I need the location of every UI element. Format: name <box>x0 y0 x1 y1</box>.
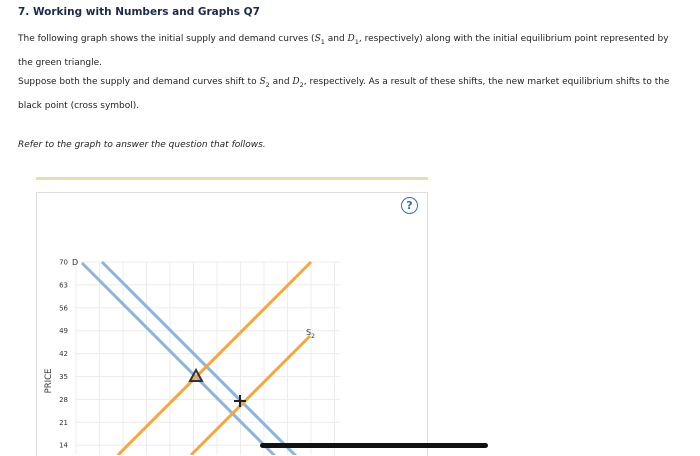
y-tick-label: 70 <box>59 258 68 267</box>
shift-and: and <box>269 77 293 87</box>
shift-text-end: , respectively. As a result of these shifts, the new market equilibrium shifts to the black point (cross symbol). <box>18 77 670 111</box>
y-tick-label: 14 <box>59 441 68 450</box>
supply2-subscript: 2 <box>265 80 270 89</box>
y-tick-label: 49 <box>59 327 68 336</box>
intro-text-start: The following graph shows the initial supply and demand curves ( <box>18 34 315 44</box>
question-title: 7. Working with Numbers and Graphs Q7 <box>18 6 260 18</box>
y-axis-ticks <box>59 259 68 450</box>
supply-symbol: S <box>314 34 321 44</box>
supply2-symbol: S <box>259 77 266 87</box>
demand-curve-d2 <box>82 263 275 455</box>
demand-curve-label: D <box>72 258 79 267</box>
y-tick-label: 63 <box>59 281 68 290</box>
y-tick-label: 35 <box>59 373 68 381</box>
demand-symbol: D <box>347 34 355 44</box>
demand-curve-d1 <box>102 262 300 455</box>
graph-grid <box>76 262 340 455</box>
supply2-label-sub: 2 <box>311 333 315 340</box>
shift-text-start: Suppose both the supply and demand curves shift to <box>18 77 260 87</box>
supply2-label-main: S <box>306 328 312 337</box>
y-axis-label: PRICE <box>44 368 54 394</box>
y-tick-label: 56 <box>59 304 68 313</box>
y-tick-label: 28 <box>59 395 68 404</box>
graph-curves <box>82 262 311 455</box>
y-tick-label: 42 <box>59 350 68 359</box>
horizontal-scrollbar[interactable] <box>260 443 488 448</box>
intro-and: and <box>324 34 348 44</box>
help-icon[interactable]: ? <box>401 197 418 214</box>
y-tick-label: 21 <box>59 418 68 427</box>
demand2-symbol: D <box>292 77 300 87</box>
demand-subscript: 1 <box>354 37 359 46</box>
intro-text-end: , respectively) along with the initial equilibrium point represented by the green triangle. <box>18 34 669 68</box>
demand2-subscript: 2 <box>299 80 304 89</box>
refer-instruction: Refer to the graph to answer the question that follows. <box>18 140 266 150</box>
supply-subscript: 1 <box>320 37 325 46</box>
